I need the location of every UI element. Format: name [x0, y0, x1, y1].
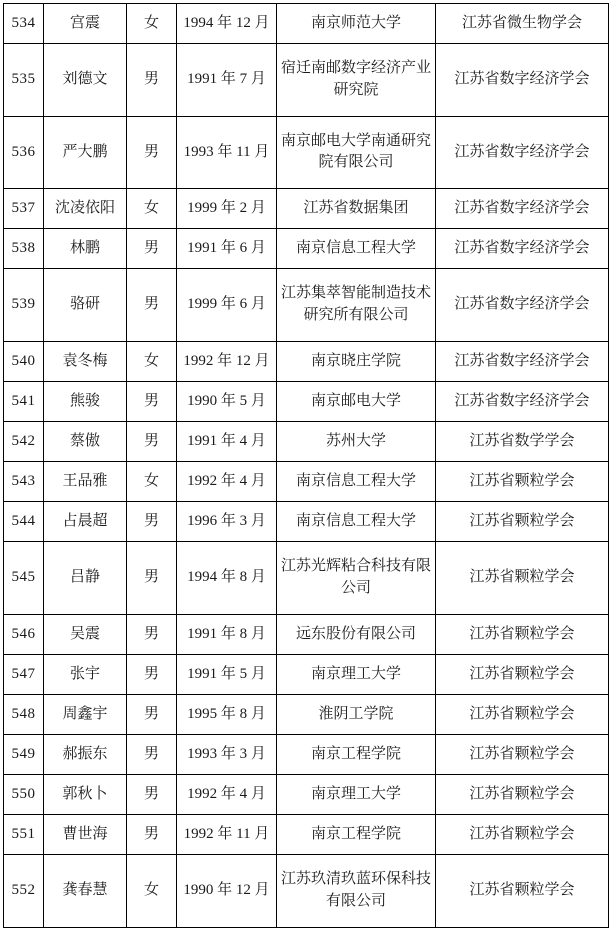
- cell-society: 江苏省数字经济学会: [436, 342, 609, 382]
- cell-society: 江苏省颗粒学会: [436, 815, 609, 855]
- cell-gender: 男: [127, 815, 177, 855]
- cell-org: 南京理工大学: [277, 654, 436, 694]
- cell-birth: 1991 年 5 月: [177, 654, 277, 694]
- cell-gender: 男: [127, 614, 177, 654]
- cell-society: 江苏省微生物学会: [436, 4, 609, 44]
- cell-gender: 男: [127, 116, 177, 189]
- table-row: [4, 189, 609, 229]
- cell-no: 538: [4, 229, 44, 269]
- cell-birth: 1999 年 6 月: [177, 269, 277, 342]
- cell-gender: 男: [127, 382, 177, 422]
- cell-birth: 1993 年 3 月: [177, 735, 277, 775]
- cell-society: 江苏省数字经济学会: [436, 269, 609, 342]
- cell-birth: 1991 年 7 月: [177, 44, 277, 117]
- table-row: [4, 815, 609, 855]
- cell-name: 周鑫宇: [44, 694, 127, 734]
- cell-name: 宫震: [44, 4, 127, 44]
- cell-society: 江苏省数字经济学会: [436, 116, 609, 189]
- cell-no: 551: [4, 815, 44, 855]
- cell-birth: 1994 年 12 月: [177, 4, 277, 44]
- cell-society: 江苏省数字经济学会: [436, 229, 609, 269]
- cell-birth: 1990 年 5 月: [177, 382, 277, 422]
- cell-gender: 女: [127, 4, 177, 44]
- cell-gender: 女: [127, 855, 177, 928]
- cell-org: 江苏玖清玖蓝环保科技有限公司: [277, 855, 436, 928]
- cell-name: 熊骏: [44, 382, 127, 422]
- cell-birth: 1995 年 8 月: [177, 694, 277, 734]
- cell-gender: 女: [127, 462, 177, 502]
- table-row: [4, 694, 609, 734]
- cell-no: 535: [4, 44, 44, 117]
- cell-birth: 1990 年 12 月: [177, 855, 277, 928]
- table-row: [4, 229, 609, 269]
- cell-gender: 男: [127, 735, 177, 775]
- cell-society: 江苏省颗粒学会: [436, 694, 609, 734]
- cell-name: 龚春慧: [44, 855, 127, 928]
- cell-org: 江苏集萃智能制造技术研究所有限公司: [277, 269, 436, 342]
- cell-name: 林鹏: [44, 229, 127, 269]
- table-row: [4, 116, 609, 189]
- cell-name: 严大鹏: [44, 116, 127, 189]
- cell-society: 江苏省数字经济学会: [436, 382, 609, 422]
- cell-name: 曹世海: [44, 815, 127, 855]
- cell-name: 吴震: [44, 614, 127, 654]
- cell-gender: 女: [127, 189, 177, 229]
- cell-gender: 男: [127, 422, 177, 462]
- cell-org: 南京信息工程大学: [277, 462, 436, 502]
- cell-gender: 女: [127, 342, 177, 382]
- cell-name: 沈凌依阳: [44, 189, 127, 229]
- cell-org: 苏州大学: [277, 422, 436, 462]
- table-row: [4, 269, 609, 342]
- cell-no: 539: [4, 269, 44, 342]
- table-row: [4, 502, 609, 542]
- cell-birth: 1991 年 6 月: [177, 229, 277, 269]
- cell-org: 南京晓庄学院: [277, 342, 436, 382]
- cell-birth: 1992 年 11 月: [177, 815, 277, 855]
- table-row: [4, 735, 609, 775]
- cell-gender: 男: [127, 542, 177, 615]
- table-row: [4, 775, 609, 815]
- table-row: [4, 4, 609, 44]
- cell-org: 江苏省数据集团: [277, 189, 436, 229]
- cell-society: 江苏省颗粒学会: [436, 502, 609, 542]
- cell-gender: 男: [127, 775, 177, 815]
- cell-gender: 男: [127, 654, 177, 694]
- cell-name: 吕静: [44, 542, 127, 615]
- cell-gender: 男: [127, 269, 177, 342]
- table-row: [4, 422, 609, 462]
- cell-gender: 男: [127, 229, 177, 269]
- cell-society: 江苏省数学学会: [436, 422, 609, 462]
- cell-gender: 男: [127, 502, 177, 542]
- cell-society: 江苏省数字经济学会: [436, 44, 609, 117]
- cell-no: 544: [4, 502, 44, 542]
- cell-no: 541: [4, 382, 44, 422]
- table-row: [4, 462, 609, 502]
- cell-org: 南京信息工程大学: [277, 502, 436, 542]
- cell-birth: 1999 年 2 月: [177, 189, 277, 229]
- cell-name: 王品雅: [44, 462, 127, 502]
- members-table: [3, 3, 609, 928]
- cell-org: 远东股份有限公司: [277, 614, 436, 654]
- cell-org: 南京工程学院: [277, 815, 436, 855]
- cell-org: 南京信息工程大学: [277, 229, 436, 269]
- cell-birth: 1991 年 4 月: [177, 422, 277, 462]
- cell-no: 543: [4, 462, 44, 502]
- cell-name: 蔡傲: [44, 422, 127, 462]
- cell-name: 刘德文: [44, 44, 127, 117]
- table-row: [4, 44, 609, 117]
- table-row: [4, 542, 609, 615]
- cell-name: 张宇: [44, 654, 127, 694]
- cell-name: 骆研: [44, 269, 127, 342]
- cell-name: 袁冬梅: [44, 342, 127, 382]
- cell-no: 550: [4, 775, 44, 815]
- table-row: [4, 855, 609, 928]
- cell-society: 江苏省颗粒学会: [436, 855, 609, 928]
- cell-birth: 1994 年 8 月: [177, 542, 277, 615]
- cell-org: 宿迁南邮数字经济产业研究院: [277, 44, 436, 117]
- cell-no: 549: [4, 735, 44, 775]
- cell-birth: 1993 年 11 月: [177, 116, 277, 189]
- cell-no: 547: [4, 654, 44, 694]
- cell-society: 江苏省颗粒学会: [436, 654, 609, 694]
- cell-gender: 男: [127, 694, 177, 734]
- cell-society: 江苏省数字经济学会: [436, 189, 609, 229]
- table-body: [4, 4, 609, 928]
- cell-org: 南京邮电大学: [277, 382, 436, 422]
- cell-society: 江苏省颗粒学会: [436, 462, 609, 502]
- cell-org: 南京师范大学: [277, 4, 436, 44]
- cell-no: 552: [4, 855, 44, 928]
- cell-name: 郭秋卜: [44, 775, 127, 815]
- cell-society: 江苏省颗粒学会: [436, 775, 609, 815]
- cell-society: 江苏省颗粒学会: [436, 614, 609, 654]
- cell-gender: 男: [127, 44, 177, 117]
- table-row: [4, 614, 609, 654]
- cell-no: 548: [4, 694, 44, 734]
- cell-org: 淮阴工学院: [277, 694, 436, 734]
- table-row: [4, 382, 609, 422]
- cell-org: 南京理工大学: [277, 775, 436, 815]
- cell-org: 江苏光辉粘合科技有限公司: [277, 542, 436, 615]
- cell-no: 534: [4, 4, 44, 44]
- cell-birth: 1996 年 3 月: [177, 502, 277, 542]
- table-row: [4, 654, 609, 694]
- cell-birth: 1992 年 4 月: [177, 462, 277, 502]
- cell-society: 江苏省颗粒学会: [436, 735, 609, 775]
- cell-org: 南京邮电大学南通研究院有限公司: [277, 116, 436, 189]
- cell-no: 546: [4, 614, 44, 654]
- cell-birth: 1992 年 4 月: [177, 775, 277, 815]
- cell-no: 542: [4, 422, 44, 462]
- cell-org: 南京工程学院: [277, 735, 436, 775]
- cell-birth: 1992 年 12 月: [177, 342, 277, 382]
- cell-birth: 1991 年 8 月: [177, 614, 277, 654]
- cell-name: 占晨超: [44, 502, 127, 542]
- cell-name: 郝振东: [44, 735, 127, 775]
- cell-no: 540: [4, 342, 44, 382]
- cell-no: 537: [4, 189, 44, 229]
- table-row: [4, 342, 609, 382]
- cell-society: 江苏省颗粒学会: [436, 542, 609, 615]
- cell-no: 536: [4, 116, 44, 189]
- cell-no: 545: [4, 542, 44, 615]
